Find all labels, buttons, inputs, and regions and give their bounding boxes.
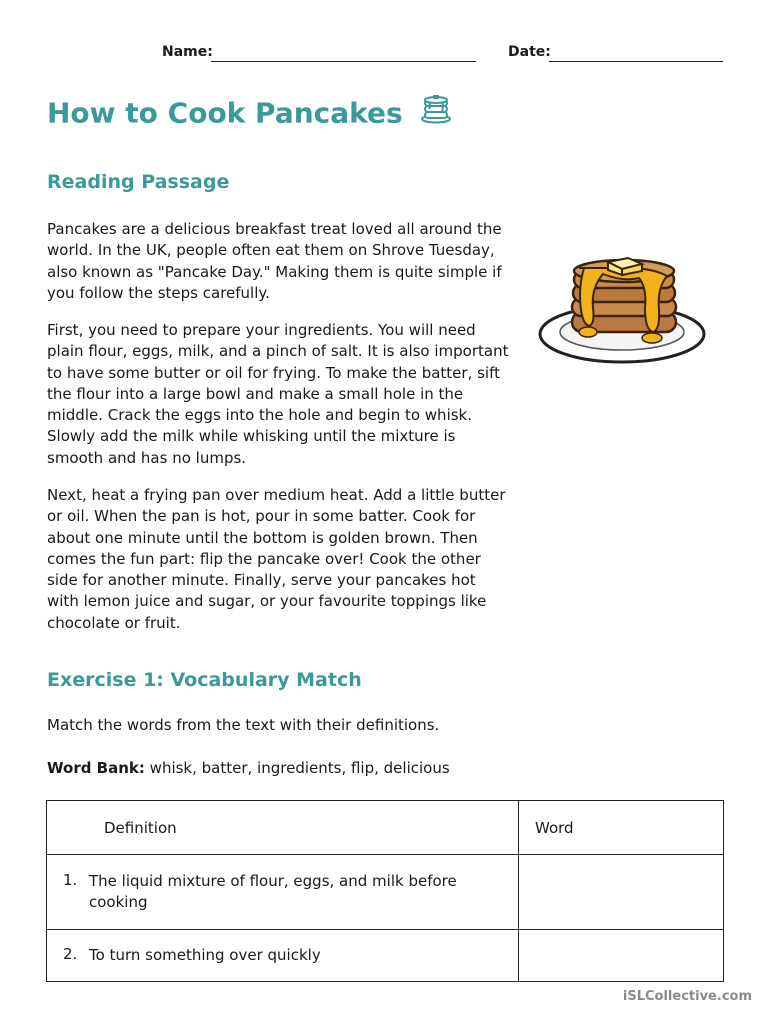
passage-paragraph-2: First, you need to prepare your ingredients. You will need plain flour, eggs, milk, and a pinch of salt. It is also important to have some butter or oil for frying. To make the batter, sift the flour into a large bowl and make a small hole in the middle. Crack the eggs into the hole and begin to whisk. Slowly add the milk while whisking until the mixture is smooth and has no lumps. [47,321,509,467]
column-header-definition: Definition [47,801,519,855]
word-bank-label: Word Bank: [47,759,145,777]
date-label: Date: [508,44,551,60]
exercise-1-heading: Exercise 1: Vocabulary Match [47,669,362,691]
title-text: How to Cook Pancakes [47,96,403,130]
pancake-stack-icon [420,92,452,131]
exercise-instructions: Match the words from the text with their definitions. [47,716,440,734]
row-number: 2. [63,945,78,963]
watermark: iSLCollective.com [622,989,752,1004]
name-field[interactable] [211,61,476,62]
definition-cell [47,930,519,982]
page-title [47,95,452,134]
pancake-illustration [528,216,720,400]
table-row [47,855,724,930]
word-bank-words: whisk, batter, ingredients, flip, delicious [149,759,450,777]
word-answer-cell[interactable] [519,855,724,930]
name-date-row [0,44,768,64]
passage-paragraph-1: Pancakes are a delicious breakfast treat loved all around the world. In the UK, people often eat them on Shrove Tuesday, also known as "Pancake Day." Making them is quite simple if you follow the steps carefully. [47,220,502,302]
table-row [47,930,724,982]
reading-passage-heading: Reading Passage [47,171,230,193]
name-label: Name: [162,44,213,60]
definition-cell [47,855,519,930]
column-header-word: Word [519,801,724,855]
word-answer-cell[interactable] [519,930,724,982]
date-field[interactable] [549,61,723,62]
word-bank [47,759,450,777]
passage-paragraph-3: Next, heat a frying pan over medium heat. Add a little butter or oil. When the pan is hot, pour in some batter. Cook for about one minute until the bottom is golden brown. Then comes the fun part: flip the pancake over! Cook the other side for another minute. Finally, serve your pancakes hot with lemon juice and sugar, or your favourite toppings like chocolate or fruit. [47,486,506,632]
definition-text: The liquid mixture of flour, eggs, and milk before cooking [89,872,457,911]
row-number: 1. [63,871,78,889]
table-header-row [47,801,724,855]
definition-text: To turn something over quickly [89,946,321,964]
vocabulary-table [46,800,724,982]
